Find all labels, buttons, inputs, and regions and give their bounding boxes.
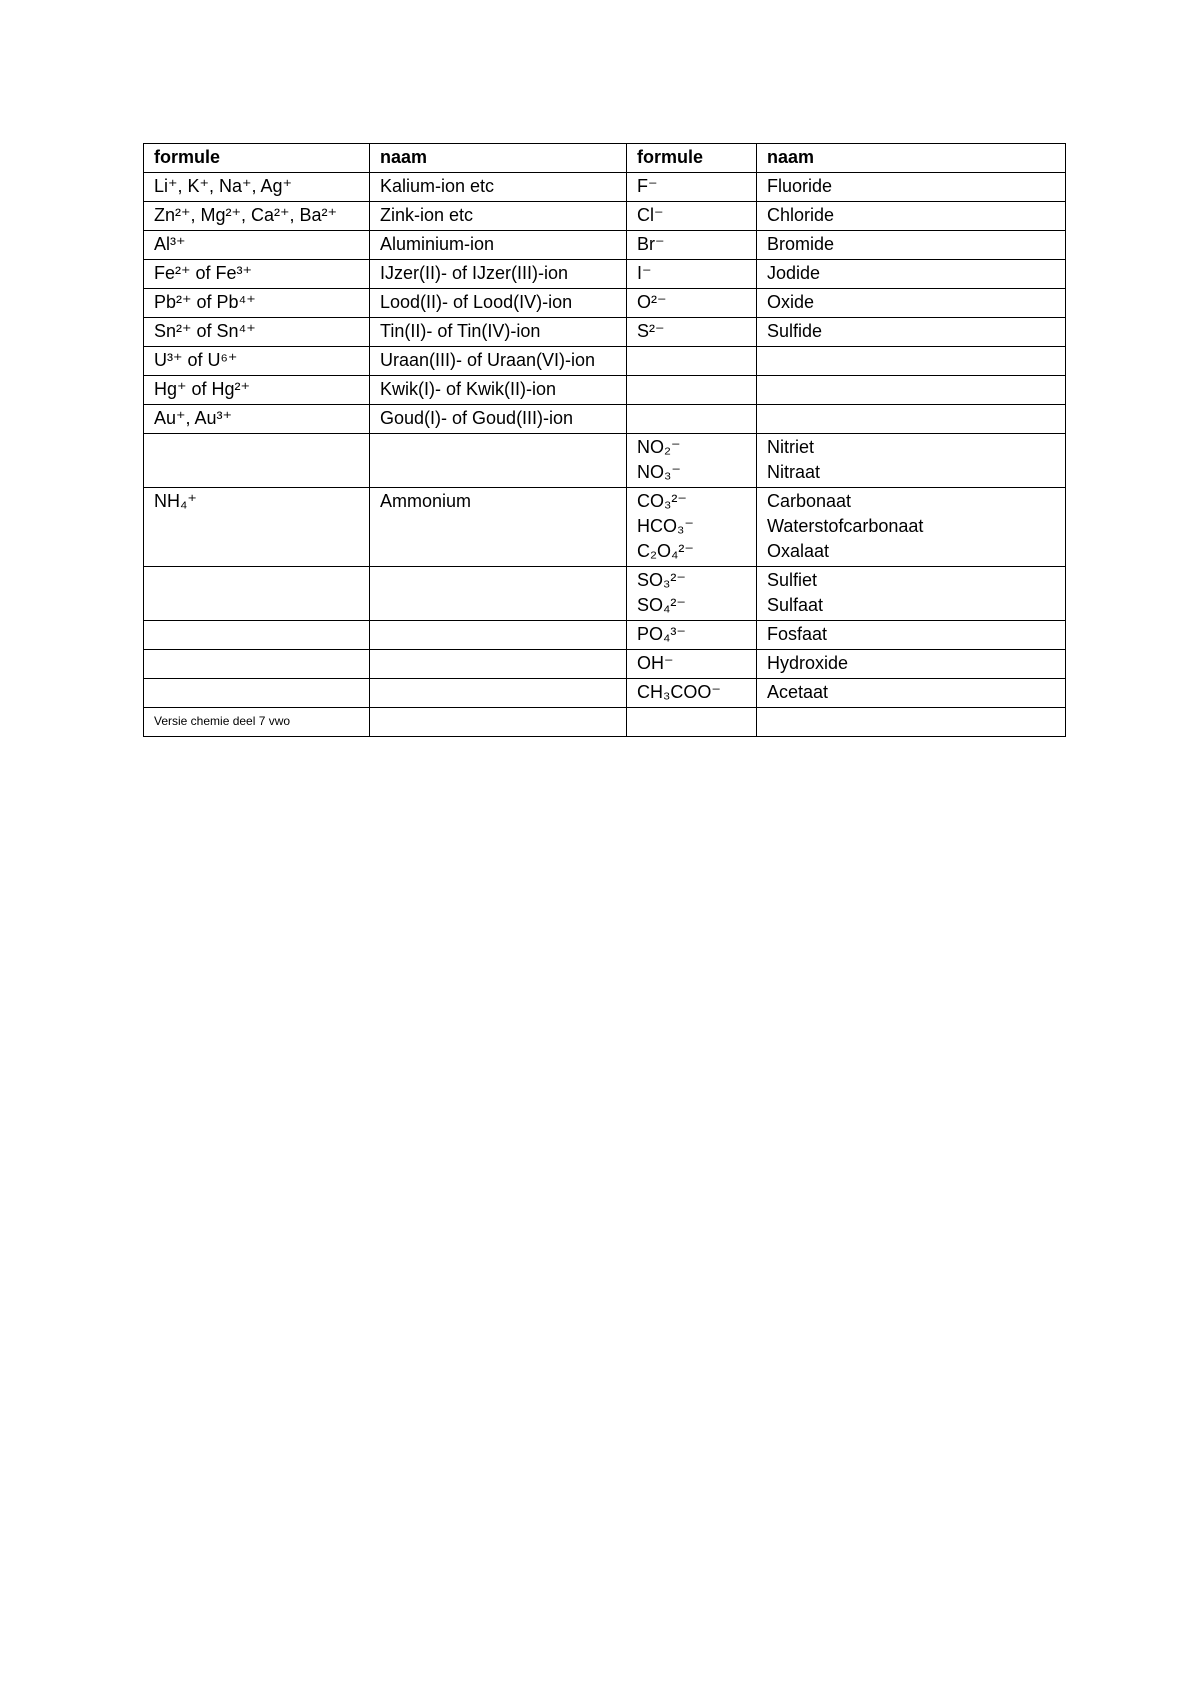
cell-line: I⁻ <box>637 263 652 283</box>
cell-formule-cation <box>144 289 370 318</box>
cell-line: CH₃COO⁻ <box>637 682 721 702</box>
table-row <box>144 434 1066 488</box>
cell-naam-cation <box>370 173 627 202</box>
header-naam-2: naam <box>757 144 1066 173</box>
cell-naam-cation <box>370 231 627 260</box>
cell-naam-cation <box>370 202 627 231</box>
cell-line: Au⁺, Au³⁺ <box>154 408 233 428</box>
cell-line: Al³⁺ <box>154 234 186 254</box>
cell-formule-cation <box>144 567 370 621</box>
cell-line: Ammonium <box>380 491 472 511</box>
cell-line: PO₄³⁻ <box>637 624 686 644</box>
cell-naam-anion <box>757 347 1066 376</box>
header-formule-1: formule <box>144 144 370 173</box>
cell-line: Uraan(III)- of Uraan(VI)-ion <box>380 350 596 370</box>
table-row <box>144 488 1066 567</box>
table-row <box>144 567 1066 621</box>
cell-line: Oxide <box>767 292 815 312</box>
cell-naam-anion <box>757 434 1066 488</box>
cell-formule-anion <box>627 488 757 567</box>
cell-formule-anion <box>627 376 757 405</box>
table-row <box>144 376 1066 405</box>
cell-line: NO₃⁻ <box>637 462 681 482</box>
cell-line: Li⁺, K⁺, Na⁺, Ag⁺ <box>154 176 293 196</box>
cell-line: Jodide <box>767 263 821 283</box>
cell-line: Hg⁺ of Hg²⁺ <box>154 379 251 399</box>
footer-row <box>144 708 1066 737</box>
cell-formule-anion <box>627 347 757 376</box>
cell-line: Oxalaat <box>767 541 830 561</box>
cell-formule-cation <box>144 202 370 231</box>
cell-naam-anion <box>757 289 1066 318</box>
cell-line: Bromide <box>767 234 835 254</box>
cell-naam-anion <box>757 621 1066 650</box>
cell-formule-cation <box>144 231 370 260</box>
table-row <box>144 650 1066 679</box>
header-formule-2: formule <box>627 144 757 173</box>
header-naam-1: naam <box>370 144 627 173</box>
table-row <box>144 202 1066 231</box>
cell-naam-anion <box>757 173 1066 202</box>
table-row <box>144 173 1066 202</box>
cell-naam-cation <box>370 679 627 708</box>
cell-formule-anion <box>627 318 757 347</box>
cell-naam-anion <box>757 405 1066 434</box>
cell-line: Fluoride <box>767 176 833 196</box>
table-cell <box>757 708 1066 737</box>
cell-line: Zink-ion etc <box>380 205 474 225</box>
cell-line: IJzer(II)- of IJzer(III)-ion <box>380 263 569 283</box>
cell-formule-cation <box>144 173 370 202</box>
cell-line: Pb²⁺ of Pb⁴⁺ <box>154 292 256 312</box>
cell-formule-anion <box>627 621 757 650</box>
cell-line: Sulfiet <box>767 570 818 590</box>
cell-line: Nitraat <box>767 462 821 482</box>
cell-line: Fosfaat <box>767 624 828 644</box>
table-cell <box>627 708 757 737</box>
cell-line: Sn²⁺ of Sn⁴⁺ <box>154 321 256 341</box>
cell-line: NO₂⁻ <box>637 437 681 457</box>
cell-naam-cation <box>370 434 627 488</box>
cell-formule-cation <box>144 347 370 376</box>
cell-line: Goud(I)- of Goud(III)-ion <box>380 408 574 428</box>
cell-naam-anion <box>757 318 1066 347</box>
header-row <box>144 144 1066 173</box>
cell-formule-cation <box>144 621 370 650</box>
cell-line: SO₄²⁻ <box>637 595 686 615</box>
cell-line: Nitriet <box>767 437 815 457</box>
cell-formule-cation <box>144 488 370 567</box>
cell-formule-anion <box>627 679 757 708</box>
cell-line: Tin(II)- of Tin(IV)-ion <box>380 321 541 341</box>
cell-naam-cation <box>370 488 627 567</box>
cell-naam-cation <box>370 318 627 347</box>
cell-line: U³⁺ of U⁶⁺ <box>154 350 238 370</box>
cell-line: Waterstofcarbonaat <box>767 516 924 536</box>
table-cell <box>370 708 627 737</box>
cell-naam-anion <box>757 650 1066 679</box>
cell-formule-cation <box>144 318 370 347</box>
cell-line: Br⁻ <box>637 234 665 254</box>
cell-formule-anion <box>627 434 757 488</box>
cell-naam-cation <box>370 405 627 434</box>
cell-line: CO₃²⁻ <box>637 491 687 511</box>
cell-line: O²⁻ <box>637 292 667 312</box>
cell-formule-cation <box>144 260 370 289</box>
cell-naam-cation <box>370 260 627 289</box>
version-note: Versie chemie deel 7 vwo <box>144 708 370 737</box>
cell-formule-cation <box>144 405 370 434</box>
cell-naam-cation <box>370 289 627 318</box>
cell-line: C₂O₄²⁻ <box>637 541 694 561</box>
cell-formule-anion <box>627 650 757 679</box>
cell-line: Sulfide <box>767 321 823 341</box>
table-row <box>144 231 1066 260</box>
cell-line: Aluminium-ion <box>380 234 495 254</box>
table-row <box>144 679 1066 708</box>
cell-line: OH⁻ <box>637 653 674 673</box>
cell-formule-cation <box>144 679 370 708</box>
cell-line: Chloride <box>767 205 835 225</box>
cell-line: Sulfaat <box>767 595 824 615</box>
cell-formule-cation <box>144 376 370 405</box>
cell-naam-cation <box>370 376 627 405</box>
table-row <box>144 347 1066 376</box>
cell-line: Hydroxide <box>767 653 849 673</box>
cell-formule-anion <box>627 202 757 231</box>
cell-line: HCO₃⁻ <box>637 516 694 536</box>
cell-formule-anion <box>627 173 757 202</box>
cell-naam-cation <box>370 650 627 679</box>
cell-line: NH₄⁺ <box>154 491 197 511</box>
cell-naam-anion <box>757 567 1066 621</box>
cell-line: S²⁻ <box>637 321 665 341</box>
table-row <box>144 405 1066 434</box>
cell-line: Kwik(I)- of Kwik(II)-ion <box>380 379 557 399</box>
cell-line: Zn²⁺, Mg²⁺, Ca²⁺, Ba²⁺ <box>154 205 338 225</box>
cell-formule-cation <box>144 650 370 679</box>
cell-line: Kalium-ion etc <box>380 176 495 196</box>
cell-naam-cation <box>370 567 627 621</box>
cell-line: Carbonaat <box>767 491 852 511</box>
cell-formule-cation <box>144 434 370 488</box>
cell-line: Cl⁻ <box>637 205 664 225</box>
ion-table <box>143 143 1066 737</box>
cell-naam-anion <box>757 202 1066 231</box>
cell-formule-anion <box>627 231 757 260</box>
cell-line: Fe²⁺ of Fe³⁺ <box>154 263 253 283</box>
cell-naam-cation <box>370 621 627 650</box>
cell-naam-cation <box>370 347 627 376</box>
cell-formule-anion <box>627 567 757 621</box>
cell-formule-anion <box>627 289 757 318</box>
table-row <box>144 260 1066 289</box>
cell-naam-anion <box>757 679 1066 708</box>
table-row <box>144 289 1066 318</box>
cell-line: Acetaat <box>767 682 829 702</box>
cell-naam-anion <box>757 488 1066 567</box>
cell-naam-anion <box>757 260 1066 289</box>
cell-naam-anion <box>757 376 1066 405</box>
cell-line: SO₃²⁻ <box>637 570 686 590</box>
cell-line: F⁻ <box>637 176 658 196</box>
table-row <box>144 621 1066 650</box>
cell-line: Lood(II)- of Lood(IV)-ion <box>380 292 573 312</box>
cell-naam-anion <box>757 231 1066 260</box>
table-row <box>144 318 1066 347</box>
cell-formule-anion <box>627 260 757 289</box>
cell-formule-anion <box>627 405 757 434</box>
